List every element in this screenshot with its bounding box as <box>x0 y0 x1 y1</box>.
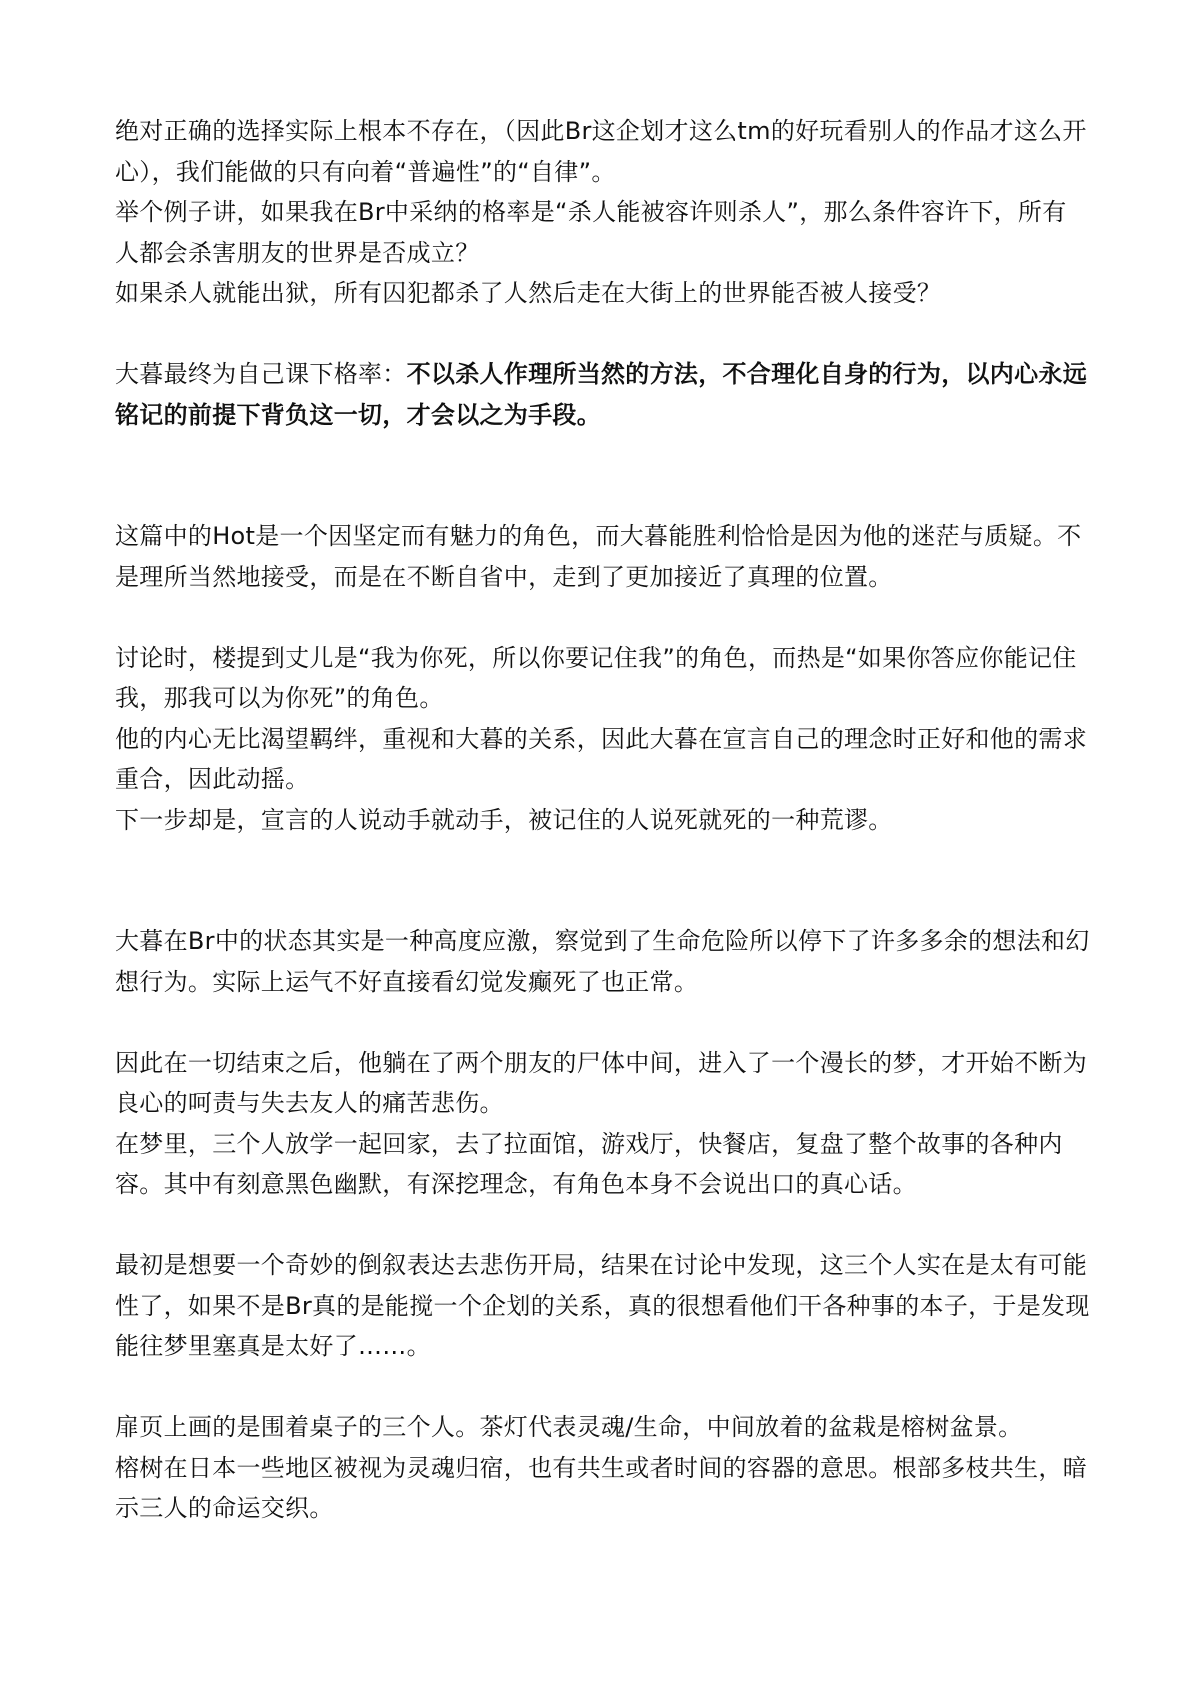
paragraph-10: 因此在一切结束之后，他躺在了两个朋友的尸体中间，进入了一个漫长的梦，才开始不断为良心的呵责与失去友人的痛苦悲伤。 <box>115 1048 1087 1117</box>
spacer <box>115 1205 1090 1246</box>
paragraph-5: 这篇中的Hot是一个因坚定而有魅力的角色，而大暮能胜利恰恰是因为他的迷茫与质疑。不是理所当然地接受，而是在不断自省中，走到了更加接近了真理的位置。 <box>115 522 1082 591</box>
paragraph-1: 绝对正确的选择实际上根本不存在，（因此Br这企划才这么tm的好玩看别人的作品才这么开心），我们能做的只有向着“普遍性”的“自律”。 <box>115 117 1087 186</box>
paragraph-6: 讨论时，楼提到丈儿是“我为你死，所以你要记住我”的角色，而热是“如果你答应你能记住我，那我可以为你死”的角色。 <box>115 643 1077 712</box>
paragraph-8: 下一步却是，宣言的人说动手就动手，被记住的人说死就死的一种荒谬。 <box>115 805 893 834</box>
paragraph-9: 大暮在Br中的状态其实是一种高度应激，察觉到了生命危险所以停下了许多多余的想法和幻想行为。实际上运气不好直接看幻觉发癫死了也正常。 <box>115 927 1090 996</box>
paragraph-12: 最初是想要一个奇妙的倒叙表达去悲伤开局，结果在讨论中发现，这三个人实在是太有可能性了，如果不是Br真的是能搅一个企划的关系，真的很想看他们干各种事的本子，于是发现能往梦里塞真是太好了……。 <box>115 1251 1090 1360</box>
paragraph-4 <box>115 354 1090 435</box>
paragraph-2: 举个例子讲，如果我在Br中采纳的格率是“杀人能被容许则杀人”，那么条件容许下，所有人都会杀害朋友的世界是否成立？ <box>115 198 1067 267</box>
spacer <box>115 435 1090 516</box>
paragraph-13: 扉页上画的是围着桌子的三个人。茶灯代表灵魂/生命，中间放着的盆栽是榕树盆景。 <box>115 1413 1023 1441</box>
paragraph-11: 在梦里，三个人放学一起回家，去了拉面馆，游戏厅，快餐店，复盘了整个故事的各种内容。其中有刻意黑色幽默，有深挖理念，有角色本身不会说出口的真心话。 <box>115 1129 1063 1198</box>
spacer <box>115 840 1090 921</box>
maxim-intro: 大暮最终为自己课下格率： <box>115 360 407 388</box>
spacer <box>115 1367 1090 1408</box>
spacer <box>115 314 1090 355</box>
paragraph-14: 榕树在日本一些地区被视为灵魂归宿，也有共生或者时间的容器的意思。根部多枝共生，暗示三人的命运交织。 <box>115 1453 1087 1522</box>
spacer <box>115 1002 1090 1043</box>
paragraph-3: 如果杀人就能出狱，所有囚犯都杀了人然后走在大街上的世界能否被人接受？ <box>115 279 942 307</box>
maxim-bold-text: 不以杀人作理所当然的方法，不合理化自身的行为，以内心永远铭记的前提下背负这一切，才会以之为手段。 <box>115 360 1088 429</box>
spacer <box>115 597 1090 638</box>
document-body <box>115 111 1090 1529</box>
paragraph-7: 他的内心无比渴望羁绊，重视和大暮的关系，因此大暮在宣言自己的理念时正好和他的需求重合，因此动摇。 <box>115 724 1087 793</box>
